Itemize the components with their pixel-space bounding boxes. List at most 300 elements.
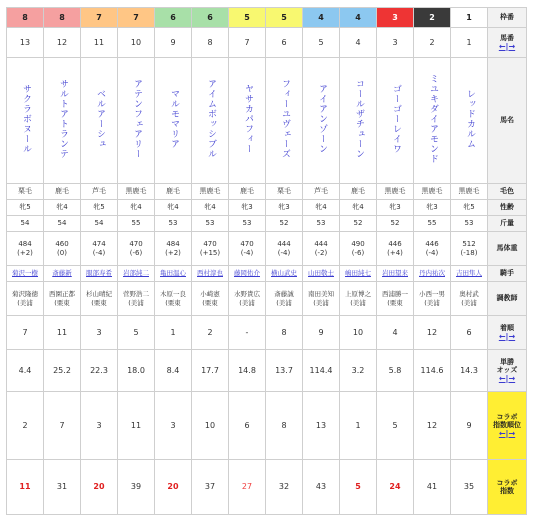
waku-cell: 8 <box>44 8 81 28</box>
odds-cell <box>81 350 118 392</box>
odds-value: 13.7 <box>275 365 293 375</box>
color-cell <box>303 184 340 200</box>
body-weight: 444 <box>277 240 291 249</box>
name-cell <box>414 58 451 184</box>
weight-cell <box>414 216 451 232</box>
color-value: 黒鹿毛 <box>384 187 406 196</box>
color-cell <box>266 184 303 200</box>
finish-value: 7 <box>22 327 28 337</box>
collab-index-value: 20 <box>93 482 105 492</box>
sex-cell <box>414 200 451 216</box>
rank-value: 6 <box>244 420 250 430</box>
finish-value: 6 <box>466 327 472 337</box>
weight-value: 54 <box>57 219 67 228</box>
jockey-link[interactable]: 丹内祐次 <box>419 269 445 278</box>
horse-name-link[interactable]: アイムボッシブル <box>205 79 216 160</box>
name-cell <box>377 58 414 184</box>
name-cell <box>340 58 377 184</box>
body-cell <box>7 232 44 266</box>
jockey-link[interactable]: 西村淳也 <box>197 269 223 278</box>
row-trainer <box>7 282 527 316</box>
header-index-label: コラボ <box>496 478 518 487</box>
waku-cell: 4 <box>303 8 340 28</box>
odds-cell <box>7 350 44 392</box>
header-finish-label: 着順 <box>500 323 514 332</box>
header-odds-label: 単勝 <box>500 357 514 366</box>
body-weight-diff: (+15) <box>199 248 221 257</box>
horse-name-link[interactable]: ベルアーシュ <box>94 89 105 150</box>
horse-name-link[interactable]: コールザチューン <box>353 79 364 160</box>
collab-index-value: 32 <box>278 482 290 492</box>
row-odds <box>7 350 527 392</box>
header-rank-label: コラボ <box>496 412 518 421</box>
color-cell <box>229 184 266 200</box>
name-cell <box>155 58 192 184</box>
rank-value: 8 <box>281 420 287 430</box>
color-value: 黒鹿毛 <box>458 187 480 196</box>
weight-cell <box>340 216 377 232</box>
name-cell <box>303 58 340 184</box>
jockey-link[interactable]: 山田敬士 <box>308 269 334 278</box>
trainer-name: 南田美知 <box>308 290 334 299</box>
color-cell <box>7 184 44 200</box>
umaban-value: 10 <box>130 37 142 47</box>
sort-arrows-finish[interactable]: ←|→ <box>498 331 516 341</box>
header-umaban <box>488 28 527 58</box>
body-weight: 446 <box>388 240 402 249</box>
horse-name-link[interactable]: マルモマリア <box>168 89 179 150</box>
finish-cell <box>81 316 118 350</box>
umaban-cell <box>451 28 488 58</box>
color-cell <box>377 184 414 200</box>
name-cell <box>7 58 44 184</box>
jockey-link[interactable]: 菊沢一樹 <box>12 269 38 278</box>
collab-index-value: 43 <box>315 482 327 492</box>
finish-cell <box>340 316 377 350</box>
weight-value: 53 <box>464 219 474 228</box>
rank-cell <box>377 392 414 460</box>
header-index <box>488 460 527 515</box>
odds-value: 25.2 <box>53 365 71 375</box>
sex-value: 牝5 <box>19 203 31 212</box>
jockey-cell <box>340 266 377 282</box>
rank-cell <box>192 392 229 460</box>
rank-cell <box>451 392 488 460</box>
weight-cell <box>192 216 229 232</box>
jockey-cell <box>377 266 414 282</box>
body-weight: 474 <box>92 240 106 249</box>
sex-value: 牝4 <box>204 203 216 212</box>
waku-cell: 4 <box>340 8 377 28</box>
rank-value: 11 <box>130 420 142 430</box>
horse-name-link[interactable]: レッドカルム <box>464 89 475 150</box>
umaban-value: 4 <box>355 37 361 47</box>
sex-cell <box>7 200 44 216</box>
umaban-cell <box>81 28 118 58</box>
body-weight-diff: (-4) <box>92 248 106 257</box>
trainer-name: 木原一良 <box>160 290 186 299</box>
color-cell <box>155 184 192 200</box>
trainer-stable: (栗東 <box>165 298 181 307</box>
odds-value: 4.4 <box>18 365 32 375</box>
color-value: 黒鹿毛 <box>421 187 443 196</box>
color-value: 芦毛 <box>314 187 328 196</box>
weight-cell <box>229 216 266 232</box>
umaban-value: 8 <box>207 37 213 47</box>
row-finish <box>7 316 527 350</box>
row-umaban <box>7 28 527 58</box>
umaban-value: 7 <box>244 37 250 47</box>
rank-cell <box>414 392 451 460</box>
trainer-stable: (栗東 <box>54 298 70 307</box>
index-cell <box>118 460 155 515</box>
horse-name-link[interactable]: ヤサカパフィー <box>242 84 253 155</box>
waku-cell: 1 <box>451 8 488 28</box>
odds-cell <box>229 350 266 392</box>
trainer-stable: (美浦 <box>313 298 329 307</box>
index-cell <box>377 460 414 515</box>
jockey-link[interactable]: 岩田望来 <box>382 269 408 278</box>
header-umaban-label: 馬番 <box>500 33 514 42</box>
trainer-name: 菅野浩二 <box>123 290 149 299</box>
odds-value: 114.6 <box>420 365 444 375</box>
trainer-stable: (美浦 <box>128 298 144 307</box>
row-sex <box>7 200 527 216</box>
collab-index-value: 37 <box>204 482 216 492</box>
body-weight-diff: (-6) <box>351 248 365 257</box>
body-weight: 446 <box>425 240 439 249</box>
collab-index-value: 35 <box>463 482 475 492</box>
header-index-label: 指数 <box>500 487 514 495</box>
finish-cell <box>118 316 155 350</box>
body-cell <box>414 232 451 266</box>
odds-value: 3.2 <box>351 365 365 375</box>
finish-value: 1 <box>170 327 176 337</box>
weight-cell <box>266 216 303 232</box>
sort-arrows-odds[interactable]: ←|→ <box>498 373 516 383</box>
body-weight: 484 <box>18 240 32 249</box>
umaban-cell <box>229 28 266 58</box>
color-value: 黒鹿毛 <box>125 187 147 196</box>
sex-value: 牝3 <box>389 203 401 212</box>
weight-value: 55 <box>427 219 437 228</box>
jockey-cell <box>229 266 266 282</box>
finish-cell <box>377 316 414 350</box>
header-rank <box>488 392 527 460</box>
color-cell <box>192 184 229 200</box>
jockey-link[interactable]: 横山武史 <box>271 269 297 278</box>
collab-index-value: 39 <box>130 482 142 492</box>
color-cell <box>118 184 155 200</box>
odds-value: 5.8 <box>388 365 402 375</box>
row-body <box>7 232 527 266</box>
rank-cell <box>155 392 192 460</box>
finish-value: 2 <box>207 327 213 337</box>
trainer-cell <box>266 282 303 316</box>
row-weight <box>7 216 527 232</box>
trainer-name: 小西一男 <box>419 290 445 299</box>
trainer-cell <box>7 282 44 316</box>
umaban-cell <box>414 28 451 58</box>
jockey-link[interactable]: 吉田隼人 <box>456 269 482 278</box>
index-cell <box>266 460 303 515</box>
odds-cell <box>192 350 229 392</box>
weight-value: 54 <box>20 219 30 228</box>
umaban-value: 1 <box>466 37 472 47</box>
trainer-cell <box>192 282 229 316</box>
race-table-container <box>6 7 527 515</box>
body-weight: 470 <box>240 240 254 249</box>
sex-cell <box>44 200 81 216</box>
jockey-link[interactable]: 岩部純二 <box>123 269 149 278</box>
header-odds-label: オッズ <box>496 365 518 374</box>
sex-value: 牝3 <box>241 203 253 212</box>
rank-value: 3 <box>96 420 102 430</box>
horse-name-link[interactable]: ゴーゴーレイワ <box>390 84 401 155</box>
jockey-cell <box>155 266 192 282</box>
sex-cell <box>155 200 192 216</box>
jockey-link[interactable]: 服部寿希 <box>86 269 112 278</box>
weight-value: 53 <box>205 219 215 228</box>
sex-value: 牝4 <box>130 203 142 212</box>
color-cell <box>451 184 488 200</box>
body-weight-diff: (+2) <box>17 248 33 257</box>
jockey-link[interactable]: 斎藤新 <box>52 269 72 278</box>
rank-cell <box>229 392 266 460</box>
finish-cell <box>414 316 451 350</box>
trainer-stable: (美浦 <box>424 298 440 307</box>
body-cell <box>229 232 266 266</box>
body-weight: 470 <box>129 240 143 249</box>
body-cell <box>266 232 303 266</box>
horse-name-link[interactable]: フィーユヴェーズ <box>279 79 290 160</box>
odds-value: 14.8 <box>238 365 256 375</box>
trainer-cell <box>414 282 451 316</box>
umaban-value: 9 <box>170 37 176 47</box>
color-value: 鹿毛 <box>240 187 254 196</box>
finish-value: 10 <box>352 327 364 337</box>
waku-cell: 5 <box>266 8 303 28</box>
header-color <box>488 184 527 200</box>
header-color-label: 毛色 <box>500 187 514 196</box>
weight-value: 55 <box>131 219 141 228</box>
header-finish <box>488 316 527 350</box>
umaban-value: 11 <box>93 37 105 47</box>
trainer-cell <box>377 282 414 316</box>
rank-value: 3 <box>170 420 176 430</box>
umaban-cell <box>192 28 229 58</box>
odds-cell <box>155 350 192 392</box>
trainer-cell <box>229 282 266 316</box>
umaban-value: 3 <box>392 37 398 47</box>
body-weight: 490 <box>351 240 365 249</box>
umaban-cell <box>118 28 155 58</box>
sex-value: 牝5 <box>93 203 105 212</box>
jockey-cell <box>118 266 155 282</box>
sex-cell <box>81 200 118 216</box>
umaban-cell <box>155 28 192 58</box>
weight-cell <box>81 216 118 232</box>
odds-cell <box>340 350 377 392</box>
body-weight-diff: (-4) <box>425 248 439 257</box>
color-cell <box>414 184 451 200</box>
header-sex-label: 性齢 <box>500 203 514 212</box>
jockey-cell <box>7 266 44 282</box>
header-weight-label: 斤量 <box>500 219 514 228</box>
rank-value: 2 <box>22 420 28 430</box>
name-cell <box>81 58 118 184</box>
rank-cell <box>81 392 118 460</box>
index-cell <box>340 460 377 515</box>
odds-cell <box>44 350 81 392</box>
jockey-link[interactable]: 亀田温心 <box>160 269 186 278</box>
index-cell <box>451 460 488 515</box>
color-cell <box>81 184 118 200</box>
name-cell <box>118 58 155 184</box>
weight-cell <box>118 216 155 232</box>
race-entry-table <box>6 7 527 515</box>
row-waku <box>7 8 527 28</box>
odds-cell <box>451 350 488 392</box>
sex-value: 牝3 <box>278 203 290 212</box>
finish-cell <box>7 316 44 350</box>
waku-cell: 6 <box>192 8 229 28</box>
index-cell <box>229 460 266 515</box>
body-weight: 444 <box>314 240 328 249</box>
horse-name-link[interactable]: サクラボヌール <box>20 84 31 155</box>
trainer-stable: (栗東 <box>91 298 107 307</box>
body-weight-diff: (-2) <box>314 248 328 257</box>
rank-value: 10 <box>204 420 216 430</box>
rank-cell <box>303 392 340 460</box>
name-cell <box>44 58 81 184</box>
body-weight-diff: (-4) <box>240 248 254 257</box>
trainer-name: 水野貴広 <box>234 290 260 299</box>
trainer-name: 西浦勝一 <box>382 290 408 299</box>
rank-value: 5 <box>392 420 398 430</box>
weight-cell <box>303 216 340 232</box>
trainer-stable: (美浦 <box>350 298 366 307</box>
sex-cell <box>118 200 155 216</box>
index-cell <box>303 460 340 515</box>
finish-cell <box>155 316 192 350</box>
odds-value: 18.0 <box>127 365 145 375</box>
odds-cell <box>266 350 303 392</box>
rank-cell <box>266 392 303 460</box>
rank-cell <box>44 392 81 460</box>
horse-name-link[interactable]: アイアンゾーン <box>316 84 327 155</box>
trainer-name: 奥村武 <box>459 290 479 299</box>
umaban-value: 5 <box>318 37 324 47</box>
name-cell <box>266 58 303 184</box>
header-name <box>488 58 527 184</box>
row-index <box>7 460 527 515</box>
weight-value: 52 <box>353 219 363 228</box>
body-cell <box>192 232 229 266</box>
header-weight <box>488 216 527 232</box>
jockey-cell <box>44 266 81 282</box>
body-weight-diff: (+2) <box>165 248 181 257</box>
odds-value: 14.3 <box>460 365 478 375</box>
finish-value: - <box>245 327 249 337</box>
collab-index-value: 20 <box>167 482 179 492</box>
sex-cell <box>451 200 488 216</box>
jockey-link[interactable]: 藤岡佑介 <box>234 269 260 278</box>
jockey-link[interactable]: 嶋田純七 <box>345 269 371 278</box>
finish-value: 3 <box>96 327 102 337</box>
jockey-cell <box>81 266 118 282</box>
weight-cell <box>155 216 192 232</box>
color-value: 鹿毛 <box>166 187 180 196</box>
collab-index-value: 41 <box>426 482 438 492</box>
color-cell <box>44 184 81 200</box>
sort-arrows-rank[interactable]: ←|→ <box>498 428 516 438</box>
trainer-stable: (栗東 <box>387 298 403 307</box>
odds-cell <box>118 350 155 392</box>
index-cell <box>414 460 451 515</box>
odds-value: 22.3 <box>90 365 108 375</box>
finish-value: 11 <box>56 327 68 337</box>
color-value: 栗毛 <box>18 187 32 196</box>
index-cell <box>7 460 44 515</box>
rank-cell <box>7 392 44 460</box>
trainer-cell <box>155 282 192 316</box>
collab-index-value: 11 <box>19 482 31 492</box>
sex-cell <box>229 200 266 216</box>
header-waku-label: 枠番 <box>500 13 514 22</box>
umaban-cell <box>44 28 81 58</box>
horse-name-link[interactable]: ミユキダイアモンド <box>427 74 438 165</box>
trainer-name: 上原博之 <box>345 290 371 299</box>
name-cell <box>192 58 229 184</box>
finish-value: 8 <box>281 327 287 337</box>
header-jockey <box>488 266 527 282</box>
index-cell <box>81 460 118 515</box>
color-cell <box>340 184 377 200</box>
finish-cell <box>44 316 81 350</box>
odds-cell <box>303 350 340 392</box>
sex-value: 牝4 <box>352 203 364 212</box>
body-cell <box>44 232 81 266</box>
jockey-cell <box>303 266 340 282</box>
row-jockey <box>7 266 527 282</box>
color-value: 鹿毛 <box>55 187 69 196</box>
trainer-cell <box>118 282 155 316</box>
finish-value: 12 <box>426 327 438 337</box>
finish-value: 5 <box>133 327 139 337</box>
sex-value: 牝4 <box>167 203 179 212</box>
sex-cell <box>192 200 229 216</box>
horse-name-link[interactable]: アテンフェアリー <box>131 79 142 160</box>
horse-name-link[interactable]: サルトアトランテ <box>57 79 68 160</box>
waku-cell: 3 <box>377 8 414 28</box>
trainer-cell <box>44 282 81 316</box>
umaban-value: 12 <box>56 37 68 47</box>
weight-cell <box>377 216 414 232</box>
odds-value: 17.7 <box>201 365 219 375</box>
odds-cell <box>377 350 414 392</box>
header-body <box>488 232 527 266</box>
umaban-value: 13 <box>19 37 31 47</box>
header-jockey-label: 騎手 <box>500 269 514 278</box>
name-cell <box>229 58 266 184</box>
trainer-cell <box>340 282 377 316</box>
finish-value: 4 <box>392 327 398 337</box>
sort-arrows-umaban[interactable]: ←|→ <box>498 41 516 51</box>
finish-cell <box>192 316 229 350</box>
header-name-label: 馬名 <box>500 116 514 125</box>
finish-cell <box>451 316 488 350</box>
